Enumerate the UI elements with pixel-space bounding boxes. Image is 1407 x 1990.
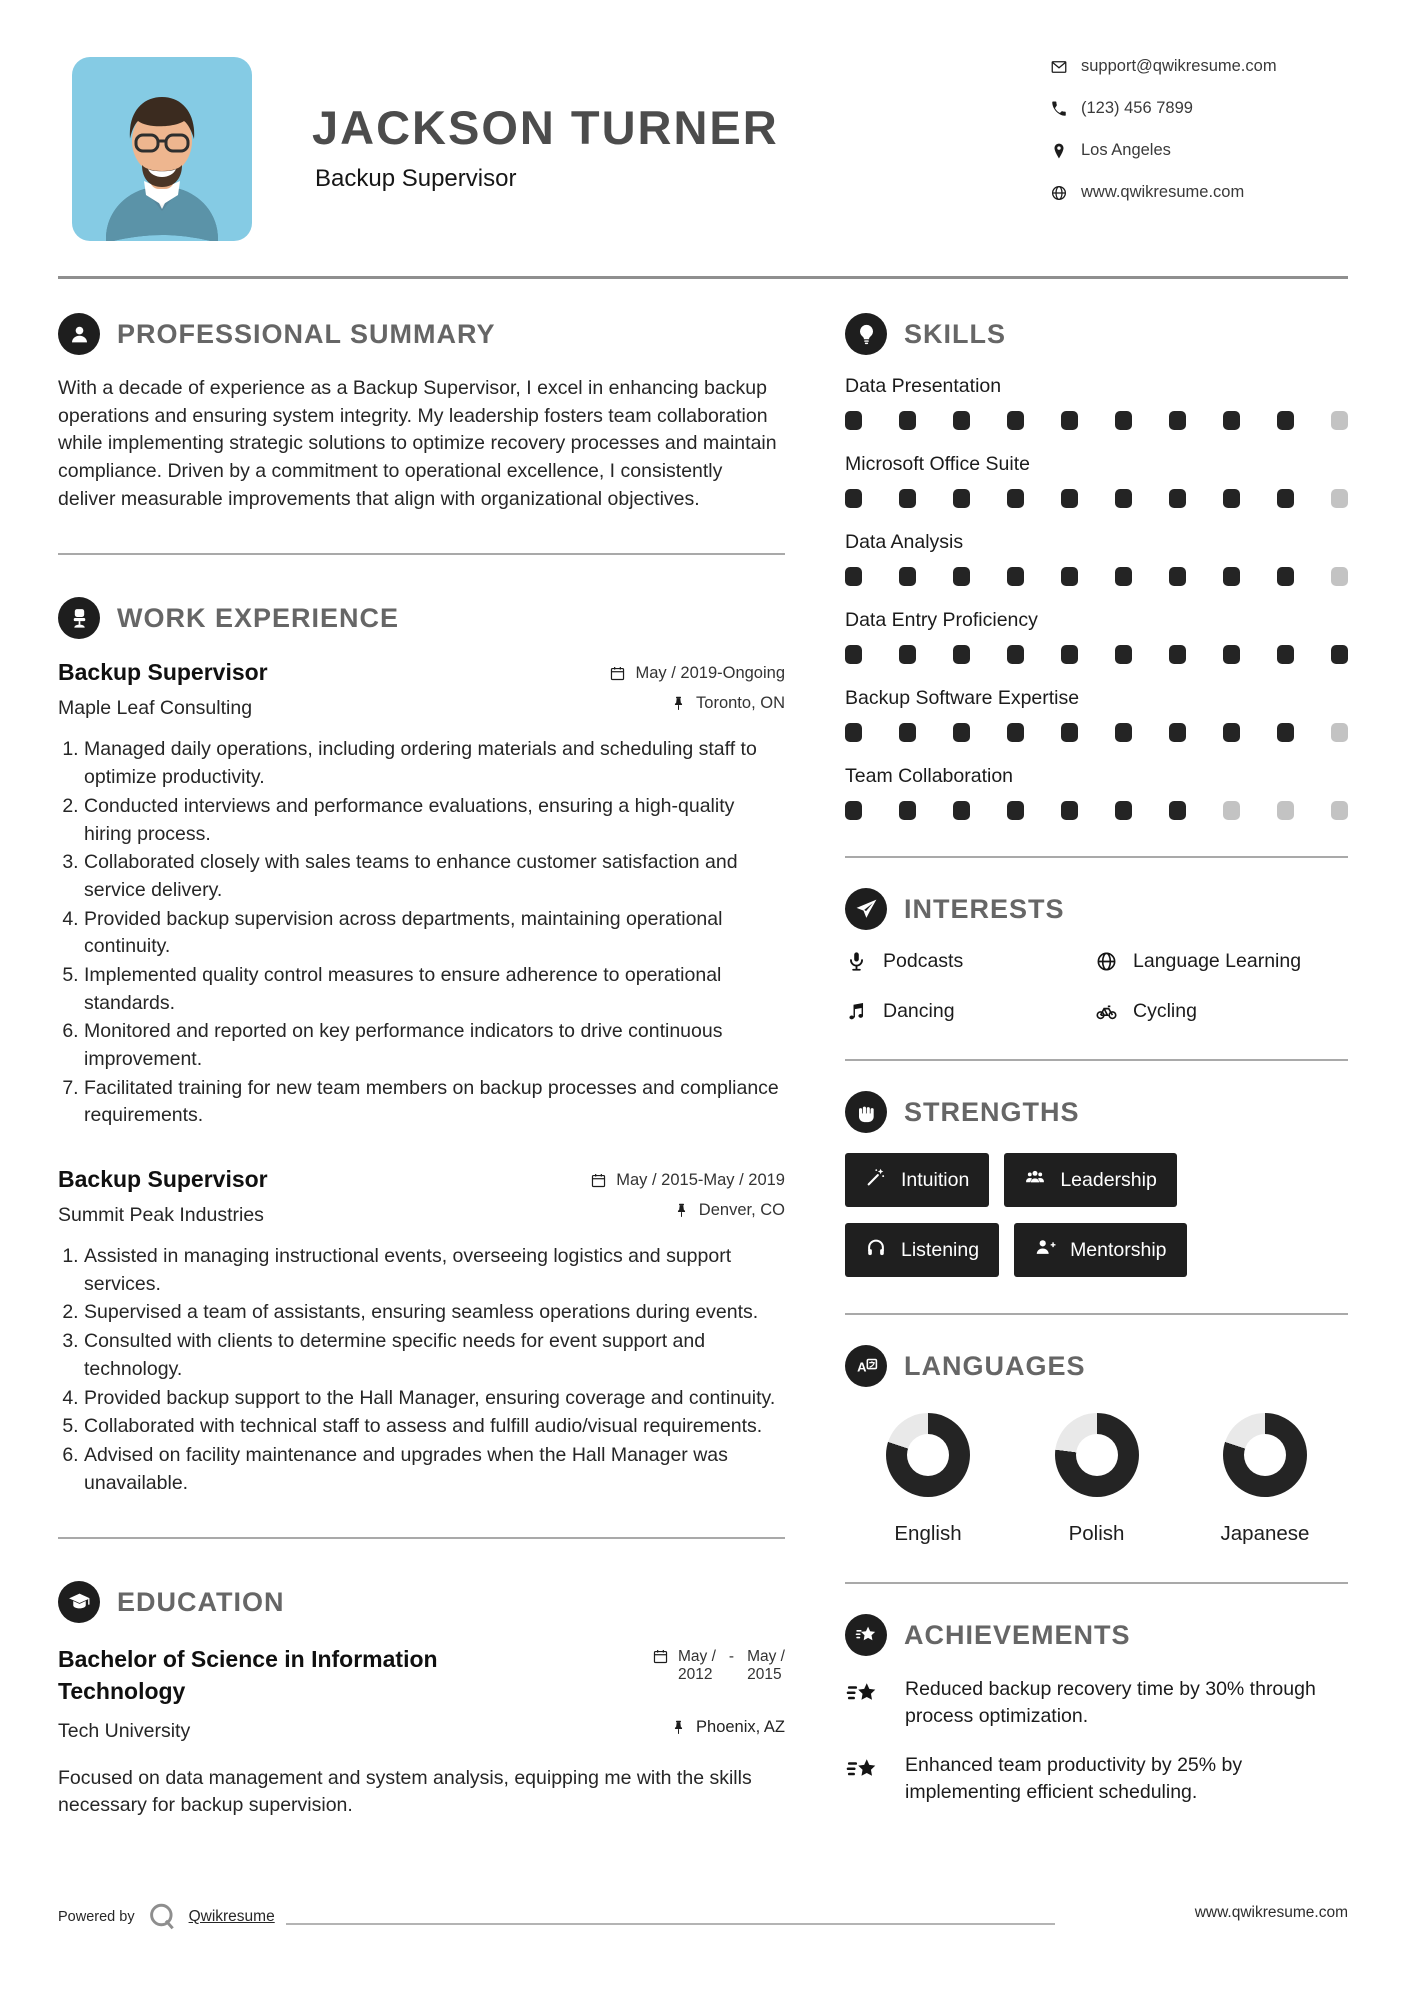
- left-column: [58, 313, 785, 1820]
- strengths-section-header: [845, 1091, 1348, 1133]
- skill-dot: [1061, 801, 1078, 820]
- job-1-bullet: 3. Collaborated closely with sales teams to enhance customer satisfaction and service delivery.: [84, 849, 785, 904]
- skill-dot: [1277, 489, 1294, 508]
- section-divider: [845, 1313, 1348, 1315]
- skill-name: Data Entry Proficiency: [845, 609, 1038, 631]
- contact-location-text: Los Angeles: [1081, 141, 1171, 159]
- strengths-chips: [845, 1153, 1265, 1277]
- footer-line: [286, 1923, 1055, 1925]
- skill-dot: [1061, 645, 1078, 664]
- skill-dot: [1331, 723, 1348, 742]
- skill-dot: [1007, 567, 1024, 586]
- skill-dot: [1331, 645, 1348, 664]
- education-end-date: [747, 1648, 785, 1684]
- interest-item: [845, 950, 1095, 973]
- skill-dot: [1169, 723, 1186, 742]
- skill-dot: [1115, 489, 1132, 508]
- skill-dot: [1277, 645, 1294, 664]
- strengths-heading: STRENGTHS: [904, 1096, 1080, 1127]
- job-1-location-row: [670, 694, 785, 713]
- job-1-bullet: 2. Conducted interviews and performance evaluations, ensuring a high-quality hiring process.: [84, 793, 785, 848]
- skill-level-dots: [845, 411, 1348, 430]
- education-meta: [652, 1643, 785, 1742]
- skill-level-dots: [845, 801, 1348, 820]
- skill-dot: [1169, 411, 1186, 430]
- language-item: [1190, 1413, 1340, 1546]
- skill-name: Team Collaboration: [845, 765, 1014, 787]
- achievement-text: Enhanced team productivity by 25% by implementing efficient scheduling.: [905, 1753, 1243, 1803]
- skills-list: [845, 375, 1348, 820]
- interest-item: [1095, 1000, 1348, 1023]
- team-icon: [1024, 1166, 1046, 1194]
- svg-text:A: A: [856, 1359, 867, 1375]
- microphone-icon: [845, 950, 868, 973]
- job-1-bullet: 4. Provided backup supervision across departments, maintaining operational continuity.: [84, 906, 785, 961]
- education-entry: [58, 1643, 785, 1742]
- summary-text: With a decade of experience as a Backup Supervisor, I excel in enhancing backup operations and ensuring system integrity. My leadership fosters team collaboration while implementing strategic solutions to optimize recovery processes and maintain compliance. Driven by a commitment to operational excellence, I consistently deliver measurable improvements that align with organizational objectives.: [58, 377, 777, 510]
- skill-dot: [1223, 411, 1240, 430]
- job-1-bullets: [58, 736, 785, 1130]
- interest-label: Cycling: [1133, 1000, 1197, 1022]
- candidate-name: JACKSON TURNER: [312, 101, 779, 154]
- education-end-year: 2015: [747, 1666, 782, 1684]
- languages-heading: LANGUAGES: [904, 1350, 1086, 1381]
- candidate-title: Backup Supervisor: [315, 165, 517, 192]
- section-divider: [845, 1059, 1348, 1061]
- skill-dot: [1007, 723, 1024, 742]
- skill-dot: [1061, 411, 1078, 430]
- skill-dot: [899, 645, 916, 664]
- skill-dot: [1223, 801, 1240, 820]
- section-divider: [845, 1582, 1348, 1584]
- person-icon: [58, 313, 100, 355]
- languages-row: [845, 1413, 1348, 1546]
- job-1-location: Toronto, ON: [696, 694, 785, 713]
- section-divider: [58, 1537, 785, 1539]
- job-2-title: Backup Supervisor: [58, 1166, 268, 1193]
- mentor-icon: [1034, 1236, 1056, 1264]
- language-label: Polish: [1068, 1522, 1125, 1545]
- star-icon: [845, 1614, 887, 1656]
- skill-dot: [1115, 567, 1132, 586]
- skill-dot: [1115, 801, 1132, 820]
- job-2-bullet: 6. Advised on facility maintenance and upgrades when the Hall Manager was unavailable.: [84, 1442, 785, 1497]
- fist-icon: [845, 1091, 887, 1133]
- interests-section-header: [845, 888, 1348, 930]
- skill-item: [845, 687, 1348, 742]
- school-name: Tech University: [58, 1719, 191, 1742]
- summary-heading: PROFESSIONAL SUMMARY: [117, 318, 496, 349]
- skill-dot: [1007, 411, 1024, 430]
- education-heading: EDUCATION: [117, 1586, 285, 1617]
- skill-dot: [1331, 567, 1348, 586]
- date-separator: -: [728, 1648, 735, 1666]
- skill-dot: [1007, 801, 1024, 820]
- interests-heading: INTERESTS: [904, 893, 1065, 924]
- skill-name: Microsoft Office Suite: [845, 453, 1030, 475]
- paper-plane-icon: [845, 888, 887, 930]
- skill-dot: [1331, 411, 1348, 430]
- job-1-bullet: 1. Managed daily operations, including ordering materials and scheduling staff to optimize productivity.: [84, 736, 785, 791]
- education-start-date: [678, 1648, 716, 1684]
- skill-dot: [953, 723, 970, 742]
- skill-name: Data Analysis: [845, 531, 964, 553]
- work-heading: WORK EXPERIENCE: [117, 602, 400, 633]
- graduation-cap-icon: [58, 1581, 100, 1623]
- envelope-icon: [1050, 58, 1068, 76]
- job-2-meta: [590, 1166, 785, 1227]
- interest-label: Dancing: [883, 1000, 955, 1022]
- skill-dot: [1223, 567, 1240, 586]
- skill-item: [845, 609, 1348, 664]
- skill-dot: [1115, 411, 1132, 430]
- degree-title: Bachelor of Science in Information Technology: [58, 1646, 438, 1705]
- strength-label: Listening: [901, 1238, 980, 1261]
- headphones-icon: [865, 1236, 887, 1264]
- achievement-item: [845, 1752, 1348, 1807]
- education-section-header: [58, 1581, 785, 1623]
- translate-icon: [845, 1345, 887, 1387]
- skill-dot: [1277, 723, 1294, 742]
- interest-label: Language Learning: [1133, 950, 1302, 972]
- skill-dot: [845, 801, 862, 820]
- qwikresume-logo-icon: [146, 1901, 178, 1933]
- skills-heading: SKILLS: [904, 318, 1007, 349]
- contact-email: [1050, 57, 1277, 76]
- lightbulb-icon: [845, 313, 887, 355]
- job-2-location-row: [673, 1201, 785, 1220]
- skill-dot: [1061, 489, 1078, 508]
- education-description: Focused on data management and system analysis, equipping me with the skills necessary for backup supervision.: [58, 1766, 752, 1817]
- language-item: [853, 1413, 1003, 1546]
- skill-dot: [953, 645, 970, 664]
- language-item: [1022, 1413, 1172, 1546]
- skill-dot: [1169, 489, 1186, 508]
- job-2-company: Summit Peak Industries: [58, 1204, 264, 1227]
- skill-dot: [1223, 645, 1240, 664]
- skill-dot: [1223, 489, 1240, 508]
- skill-dot: [1169, 567, 1186, 586]
- education-end-month: May /: [747, 1648, 785, 1666]
- contact-phone-text: (123) 456 7899: [1081, 99, 1193, 117]
- job-2-dates: May / 2015-May / 2019: [616, 1171, 785, 1190]
- skill-dot: [1169, 645, 1186, 664]
- job-2-bullet: 1. Assisted in managing instructional events, overseeing logistics and support services.: [84, 1243, 785, 1298]
- skill-dot: [899, 801, 916, 820]
- interests-grid: [845, 950, 1348, 1023]
- language-label: English: [894, 1522, 962, 1545]
- skill-dot: [953, 411, 970, 430]
- achievements-heading: ACHIEVEMENTS: [904, 1619, 1131, 1650]
- profile-photo: [72, 57, 252, 241]
- strength-label: Leadership: [1060, 1168, 1157, 1191]
- profile-photo-illustration: [72, 57, 252, 241]
- globe-icon: [1095, 950, 1118, 973]
- job-2-bullet: 5. Collaborated with technical staff to assess and fulfill audio/visual requirements.: [84, 1413, 785, 1441]
- interest-item: [845, 1000, 1095, 1023]
- pushpin-icon: [673, 1202, 690, 1219]
- education-start-month: May /: [678, 1648, 716, 1666]
- language-label: Japanese: [1220, 1522, 1310, 1545]
- strength-chip: [1014, 1223, 1186, 1277]
- skill-dot: [1061, 723, 1078, 742]
- job-1-bullet: 5. Implemented quality control measures to ensure adherence to operational standards.: [84, 962, 785, 1017]
- education-location-row: [670, 1718, 785, 1737]
- skill-dot: [953, 567, 970, 586]
- skill-item: [845, 765, 1348, 820]
- calendar-icon: [652, 1648, 669, 1665]
- skill-level-dots: [845, 489, 1348, 508]
- music-note-icon: [845, 1000, 868, 1023]
- contact-website: [1050, 183, 1277, 202]
- summary-section-header: [58, 313, 785, 355]
- languages-section-header: [845, 1345, 1348, 1387]
- globe-icon: [1050, 184, 1068, 202]
- skill-dot: [1331, 801, 1348, 820]
- job-2-bullets: [58, 1243, 785, 1497]
- job-entry-1: [58, 659, 785, 1130]
- wand-icon: [865, 1166, 887, 1194]
- skill-dot: [845, 489, 862, 508]
- language-donut-chart: [886, 1413, 970, 1497]
- job-2-header: [58, 1166, 785, 1227]
- achievements-section-header: [845, 1614, 1348, 1656]
- achievement-item: [845, 1676, 1348, 1731]
- skill-dot: [1277, 411, 1294, 430]
- interest-label: Podcasts: [883, 950, 964, 972]
- skill-item: [845, 375, 1348, 430]
- language-donut-chart: [1223, 1413, 1307, 1497]
- job-1-title: Backup Supervisor: [58, 659, 268, 686]
- skill-dot: [1277, 801, 1294, 820]
- qwikresume-brand-link[interactable]: Qwikresume: [188, 1908, 275, 1925]
- skill-level-dots: [845, 723, 1348, 742]
- education-dates-row: [652, 1648, 785, 1684]
- job-2-dates-row: [590, 1171, 785, 1190]
- skill-dot: [1223, 723, 1240, 742]
- achievements-list: [845, 1676, 1348, 1806]
- strength-label: Mentorship: [1070, 1238, 1167, 1261]
- skill-dot: [845, 645, 862, 664]
- skill-dot: [845, 723, 862, 742]
- contact-website-text[interactable]: www.qwikresume.com: [1081, 183, 1245, 201]
- job-1-company: Maple Leaf Consulting: [58, 697, 253, 720]
- job-1-meta: [609, 659, 785, 720]
- education-location: Phoenix, AZ: [696, 1717, 785, 1736]
- skill-dot: [845, 411, 862, 430]
- bicycle-icon: [1095, 1000, 1118, 1023]
- footer: [58, 1901, 1055, 1933]
- skill-dot: [1007, 489, 1024, 508]
- strength-chip: [845, 1153, 989, 1207]
- job-2-bullet: 3. Consulted with clients to determine specific needs for event support and technology.: [84, 1328, 785, 1383]
- contact-location: [1050, 141, 1277, 160]
- job-2-bullet: 2. Supervised a team of assistants, ensuring seamless operations during events.: [84, 1299, 785, 1327]
- skill-item: [845, 531, 1348, 586]
- skill-dot: [1169, 801, 1186, 820]
- strength-chip: [1004, 1153, 1177, 1207]
- job-1-dates: May / 2019-Ongoing: [635, 664, 785, 683]
- skill-dot: [899, 567, 916, 586]
- right-column: [845, 313, 1348, 1827]
- section-divider: [845, 856, 1348, 858]
- pushpin-icon: [670, 1719, 687, 1736]
- skill-dot: [899, 723, 916, 742]
- phone-icon: [1050, 100, 1068, 118]
- skill-item: [845, 453, 1348, 508]
- skill-dot: [899, 411, 916, 430]
- office-chair-icon: [58, 597, 100, 639]
- work-section-header: [58, 597, 785, 639]
- contact-block: [1050, 57, 1277, 202]
- skill-dot: [953, 801, 970, 820]
- job-1-bullet: 7. Facilitated training for new team members on backup processes and compliance requirements.: [84, 1075, 785, 1130]
- skill-dot: [899, 489, 916, 508]
- skills-section-header: [845, 313, 1348, 355]
- map-pin-icon: [1050, 142, 1068, 160]
- achievement-text: Reduced backup recovery time by 30% through process optimization.: [905, 1678, 1316, 1728]
- footer-website-link[interactable]: www.qwikresume.com: [1194, 1904, 1348, 1921]
- job-1-dates-row: [609, 664, 785, 683]
- skill-dot: [1331, 489, 1348, 508]
- contact-phone: [1050, 99, 1277, 118]
- skill-dot: [1277, 567, 1294, 586]
- calendar-icon: [590, 1172, 607, 1189]
- language-donut-chart: [1055, 1413, 1139, 1497]
- skill-dot: [1115, 723, 1132, 742]
- skill-dot: [845, 567, 862, 586]
- shooting-star-icon: [845, 1753, 881, 1789]
- education-start-year: 2012: [678, 1666, 713, 1684]
- powered-by-label: Powered by: [58, 1909, 135, 1925]
- job-2-bullet: 4. Provided backup support to the Hall Manager, ensuring coverage and continuity.: [84, 1385, 785, 1413]
- pushpin-icon: [670, 695, 687, 712]
- strength-chip: [845, 1223, 999, 1277]
- skill-dot: [1061, 567, 1078, 586]
- skill-dot: [953, 489, 970, 508]
- job-2-location: Denver, CO: [698, 1201, 785, 1220]
- skill-dot: [1007, 645, 1024, 664]
- job-entry-2: [58, 1166, 785, 1497]
- job-1-header: [58, 659, 785, 720]
- skill-name: Data Presentation: [845, 375, 1002, 397]
- calendar-icon: [609, 665, 626, 682]
- header-divider: [58, 276, 1348, 279]
- interest-item: [1095, 950, 1348, 973]
- shooting-star-icon: [845, 1677, 881, 1713]
- job-1-bullet: 6. Monitored and reported on key performance indicators to drive continuous improvement.: [84, 1018, 785, 1073]
- skill-dot: [1115, 645, 1132, 664]
- skill-level-dots: [845, 567, 1348, 586]
- strength-label: Intuition: [901, 1168, 970, 1191]
- section-divider: [58, 553, 785, 555]
- skill-level-dots: [845, 645, 1348, 664]
- skill-name: Backup Software Expertise: [845, 687, 1080, 709]
- contact-email-text[interactable]: support@qwikresume.com: [1081, 57, 1277, 75]
